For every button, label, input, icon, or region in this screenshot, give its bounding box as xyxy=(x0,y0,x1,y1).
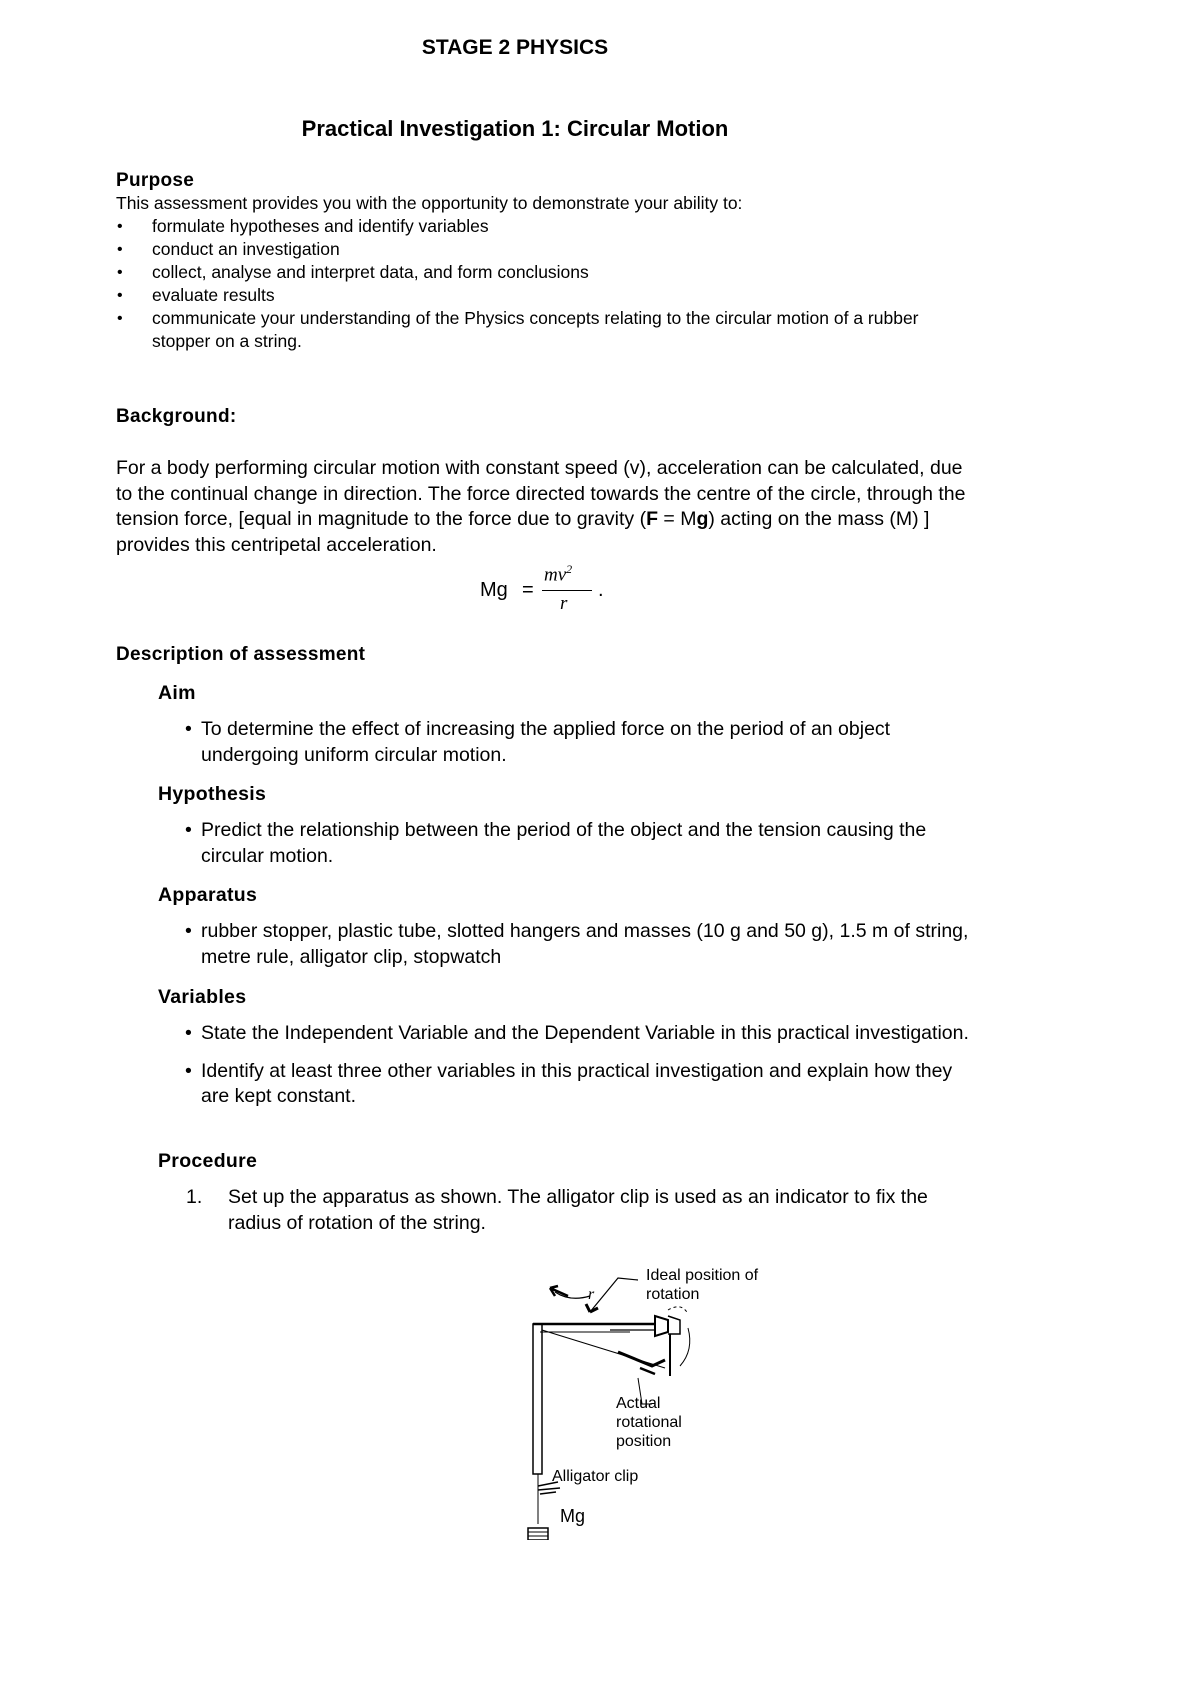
purpose-intro: This assessment provides you with the opportunity to demonstrate your ability to: xyxy=(116,193,743,213)
slotted-mass xyxy=(528,1528,548,1540)
procedure-step: 1. Set up the apparatus as shown. The alligator clip is used as an indicator to fix the radius of rotation of the string. xyxy=(186,1186,928,1234)
list-item: • To determine the effect of increasing the applied force on the period of an object undergoing uniform circular motion. xyxy=(185,718,891,766)
centripetal-equation xyxy=(480,560,640,620)
apparatus-diagram xyxy=(500,1250,880,1540)
rotation-arrow xyxy=(640,1368,655,1374)
aim-heading: Aim xyxy=(158,682,196,704)
equation-denominator: r xyxy=(560,593,568,614)
label-alligator-clip: Alligator clip xyxy=(552,1468,639,1485)
rotation-arrow xyxy=(618,1352,665,1366)
plastic-tube xyxy=(533,1324,542,1474)
variables-heading: Variables xyxy=(158,986,247,1008)
variables-section xyxy=(158,986,978,1110)
label-ideal-position: Ideal position of rotation xyxy=(646,1267,759,1303)
list-item: • conduct an investigation xyxy=(116,238,976,261)
rubber-stopper xyxy=(655,1316,668,1336)
background-paragraph: For a body performing circular motion with constant speed (v), acceleration can be calculated, due to the continual change in direction. The force directed towards the centre of the circle, through the tension force, [equal in magnitude to the force due to gravity (F = Mg) acting on the mass (M) ] provides this centripetal acceleration. xyxy=(116,457,966,556)
apparatus-section xyxy=(158,884,978,970)
list-item: • formulate hypotheses and identify variables xyxy=(116,215,976,238)
procedure-heading: Procedure xyxy=(158,1150,258,1172)
ideal-arc xyxy=(668,1307,688,1314)
equation-lhs: Mg xyxy=(480,579,508,601)
list-item: • Predict the relationship between the period of the object and the tension causing the circular motion. xyxy=(185,819,927,867)
list-item: • Identify at least three other variables in this practical investigation and explain how they are kept constant. xyxy=(185,1059,953,1107)
equation-end: . xyxy=(598,579,604,601)
list-item: • rubber stopper, plastic tube, slotted hangers and masses (10 g and 50 g), 1.5 m of string, metre rule, alligator clip, stopwatch xyxy=(185,920,969,968)
ideal-arc xyxy=(680,1328,690,1366)
apparatus-heading: Apparatus xyxy=(158,884,258,906)
purpose-list xyxy=(116,215,976,353)
label-mass: Mg xyxy=(560,1506,586,1526)
stopper-outline xyxy=(668,1316,680,1334)
procedure-section xyxy=(158,1150,978,1236)
background-heading: Background: xyxy=(116,406,237,427)
label-radius: r xyxy=(588,1286,595,1303)
purpose-heading: Purpose xyxy=(116,170,195,191)
equation-numerator: $mv^2$ xyxy=(544,562,573,586)
list-item: • evaluate results xyxy=(116,284,976,307)
document-title: STAGE 2 PHYSICS xyxy=(421,36,609,59)
hypothesis-heading: Hypothesis xyxy=(158,783,267,805)
list-item: • State the Independent Variable and the Dependent Variable in this practical investigation. xyxy=(185,1022,969,1044)
purpose-section xyxy=(116,170,976,353)
assessment-heading: Description of assessment xyxy=(116,644,366,665)
equation-equals: = xyxy=(522,579,534,601)
hypothesis-section xyxy=(158,783,978,869)
list-item: • collect, analyse and interpret data, and form conclusions xyxy=(116,261,976,284)
aim-section xyxy=(158,682,978,768)
fraction-bar xyxy=(542,590,592,591)
investigation-title: Practical Investigation 1: Circular Motion xyxy=(301,116,729,141)
list-item: • communicate your understanding of the Physics concepts relating to the circular motion of a rubber stopper on a string. xyxy=(116,307,976,353)
label-actual-position: Actual rotational position xyxy=(616,1395,682,1450)
